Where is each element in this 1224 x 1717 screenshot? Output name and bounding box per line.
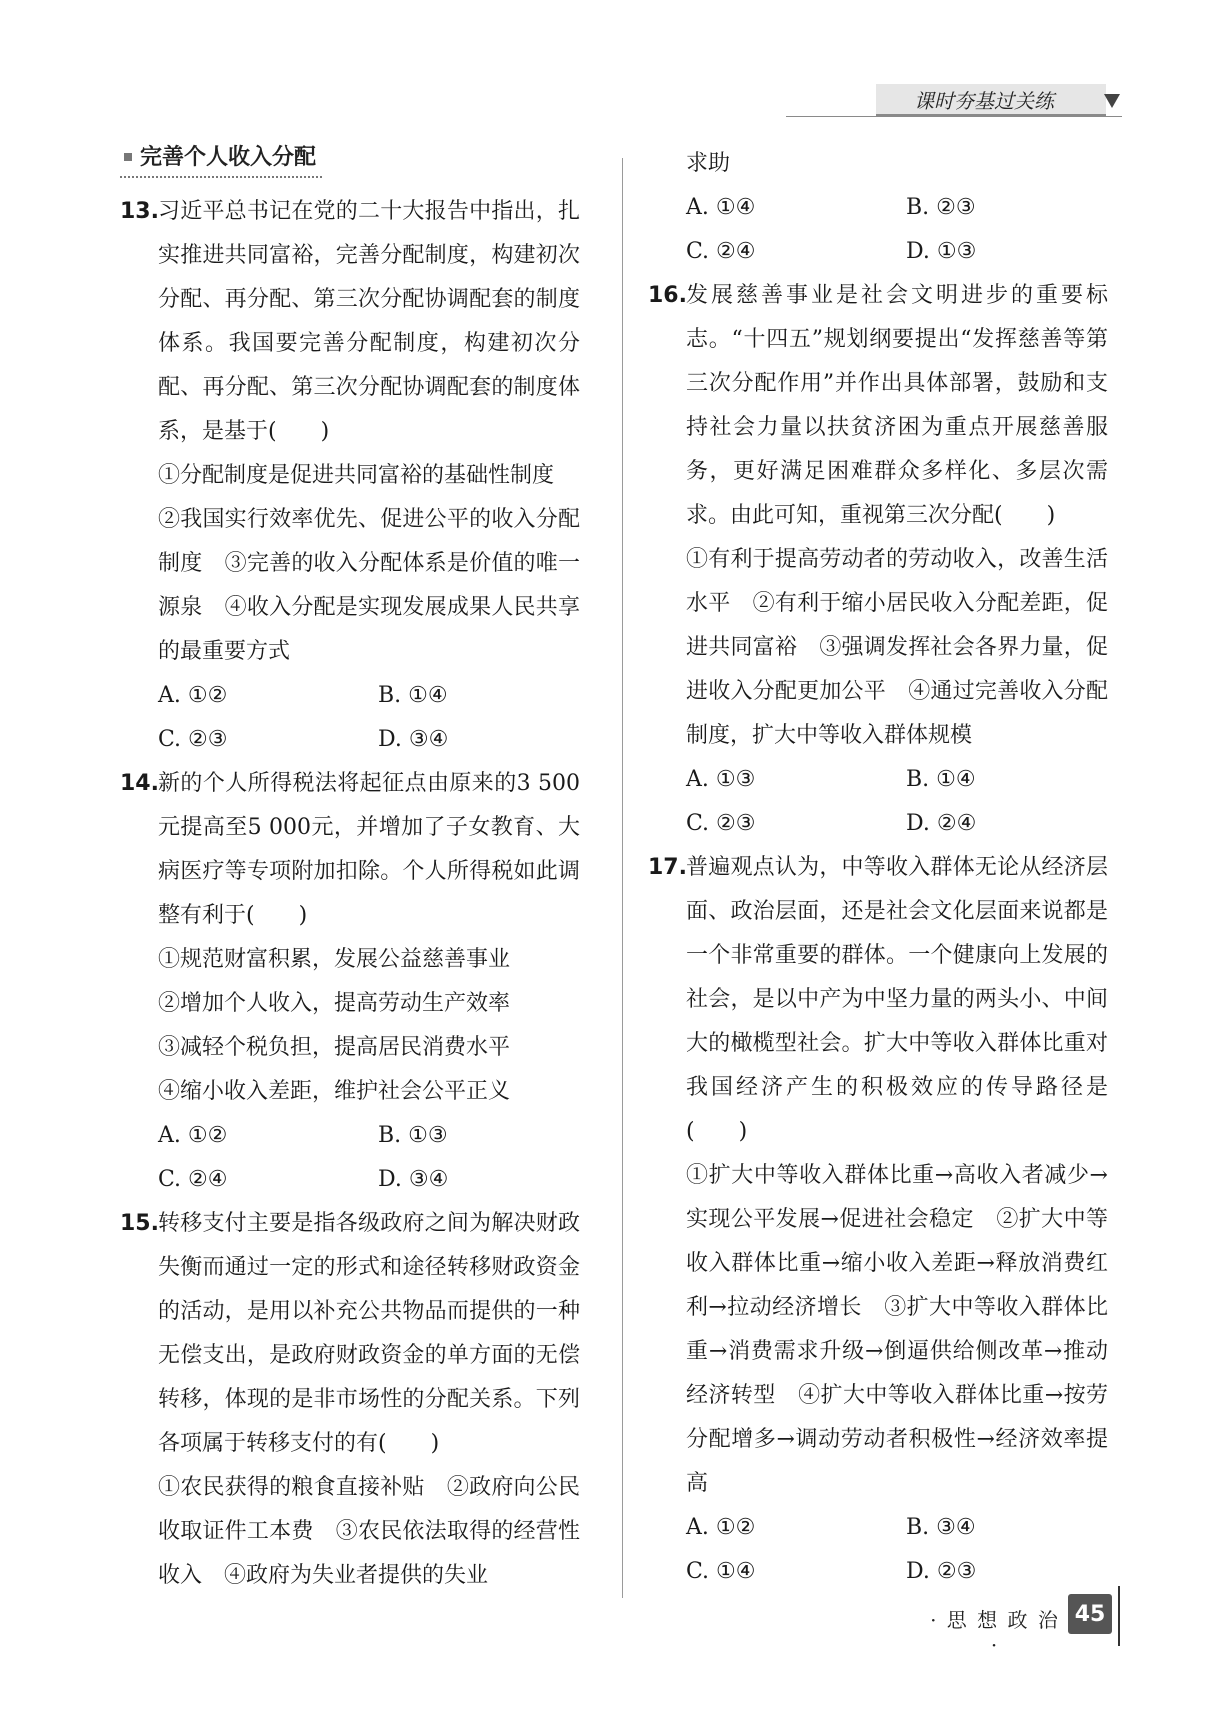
choice-b[interactable]: B. ③④ <box>906 1515 976 1540</box>
choice-c[interactable]: C. ①④ <box>686 1559 756 1584</box>
choice-c[interactable]: C. ②③ <box>158 727 228 752</box>
question-15 <box>120 1202 580 1598</box>
right-column <box>648 142 1108 1594</box>
question-number: 14. <box>120 771 159 796</box>
header-rule <box>786 116 1122 117</box>
choice-a[interactable]: A. ①② <box>686 1515 756 1540</box>
column-divider <box>622 158 623 1598</box>
question-statements: ①有利于提高劳动者的劳动收入，改善生活水平 ②有利于缩小居民收入分配差距，促进共同富裕 ③强调发挥社会各界力量，促进收入分配更加公平 ④通过完善收入分配制度，扩大中等收入群体规模 <box>686 547 1108 748</box>
section-title: 完善个人收入分配 <box>120 140 322 178</box>
question-statements: ①规范财富积累，发展公益慈善事业 ②增加个人收入，提高劳动生产效率 ③减轻个税负担，提高居民消费水平 ④缩小收入差距，维护社会公平正义 <box>158 947 511 1104</box>
page-number: 45 <box>1068 1594 1112 1634</box>
question-statements: ①农民获得的粮食直接补贴 ②政府向公民收取证件工本费 ③农民依法取得的经营性收入 ④政府为失业者提供的失业 <box>158 1475 580 1588</box>
choice-c[interactable]: C. ②④ <box>686 239 756 264</box>
question-stem: 新的个人所得税法将起征点由原来的3 500元提高至5 000元，并增加了子女教育、大病医疗等专项附加扣除。个人所得税如此调整有利于( ) <box>158 771 580 928</box>
question-number: 13. <box>120 199 159 224</box>
answer-choices <box>686 186 1108 274</box>
choice-b[interactable]: B. ①④ <box>906 767 976 792</box>
question-17 <box>648 846 1108 1594</box>
choice-a[interactable]: A. ①④ <box>686 195 756 220</box>
answer-choices <box>686 1506 1108 1594</box>
choice-d[interactable]: D. ②④ <box>906 811 977 836</box>
answer-choices <box>158 1114 580 1202</box>
answer-choices <box>158 674 580 762</box>
question-stem: 发展慈善事业是社会文明进步的重要标志。“十四五”规划纲要提出“发挥慈善等第三次分配作用”并作出具体部署，鼓励和支持社会力量以扶贫济困为重点开展慈善服务，更好满足困难群众多样化、多层次需求。由此可知，重视第三次分配( ) <box>686 283 1108 528</box>
question-16 <box>648 274 1108 846</box>
question-number: 15. <box>120 1211 159 1236</box>
choice-c[interactable]: C. ②④ <box>158 1167 228 1192</box>
left-column <box>120 140 580 1598</box>
choice-b[interactable]: B. ①④ <box>378 683 448 708</box>
header-tag: 课时夯基过关练 <box>876 84 1106 116</box>
choice-a[interactable]: A. ①② <box>158 683 228 708</box>
footer-rule <box>1118 1586 1120 1646</box>
choice-d[interactable]: D. ①③ <box>906 239 977 264</box>
header-triangle-icon <box>1104 94 1120 108</box>
choice-a[interactable]: A. ①② <box>158 1123 228 1148</box>
choice-b[interactable]: B. ①③ <box>378 1123 448 1148</box>
question-stem: 普遍观点认为，中等收入群体无论从经济层面、政治层面，还是社会文化层面来说都是一个非常重要的群体。一个健康向上发展的社会，是以中产为中坚力量的两头小、中间大的橄榄型社会。扩大中等收入群体比重对我国经济产生的积极效应的传导路径是( ) <box>686 855 1108 1144</box>
question-13 <box>120 190 580 762</box>
question-statements: ①分配制度是促进共同富裕的基础性制度 ②我国实行效率优先、促进公平的收入分配制度 ③完善的收入分配体系是价值的唯一源泉 ④收入分配是实现发展成果人民共享的最重要方式 <box>158 463 580 664</box>
choice-b[interactable]: B. ②③ <box>906 195 976 220</box>
choice-c[interactable]: C. ②③ <box>686 811 756 836</box>
choice-d[interactable]: D. ③④ <box>378 727 449 752</box>
question-14 <box>120 762 580 1202</box>
question-statements: ①扩大中等收入群体比重→高收入者减少→实现公平发展→促进社会稳定 ②扩大中等收入群体比重→缩小收入差距→释放消费红利→拉动经济增长 ③扩大中等收入群体比重→消费需求升级→倒逼供给侧改革→推动经济转型 ④扩大中等收入群体比重→按劳分配增多→调动劳动者积极性→经济效率提高 <box>686 1163 1108 1496</box>
choice-d[interactable]: D. ③④ <box>378 1167 449 1192</box>
footer-subject: · 思 想 政 治 · <box>930 1608 1060 1657</box>
question-stem: 转移支付主要是指各级政府之间为解决财政失衡而通过一定的形式和途径转移财政资金的活动，是用以补充公共物品而提供的一种无偿支出，是政府财政资金的单方面的无偿转移，体现的是非市场性的分配关系。下列各项属于转移支付的有( ) <box>158 1211 580 1456</box>
question-stem: 习近平总书记在党的二十大报告中指出，扎实推进共同富裕，完善分配制度，构建初次分配、再分配、第三次分配协调配套的制度体系。我国要完善分配制度，构建初次分配、再分配、第三次分配协调配套的制度体系，是基于( ) <box>158 199 580 444</box>
question-15-continuation <box>648 142 1108 274</box>
choice-a[interactable]: A. ①③ <box>686 767 756 792</box>
question-number: 17. <box>648 855 687 880</box>
answer-choices <box>686 758 1108 846</box>
square-bullet-icon <box>124 153 132 161</box>
question-number: 16. <box>648 283 687 308</box>
choice-d[interactable]: D. ②③ <box>906 1559 977 1584</box>
statement-continuation: 求助 <box>686 151 731 176</box>
